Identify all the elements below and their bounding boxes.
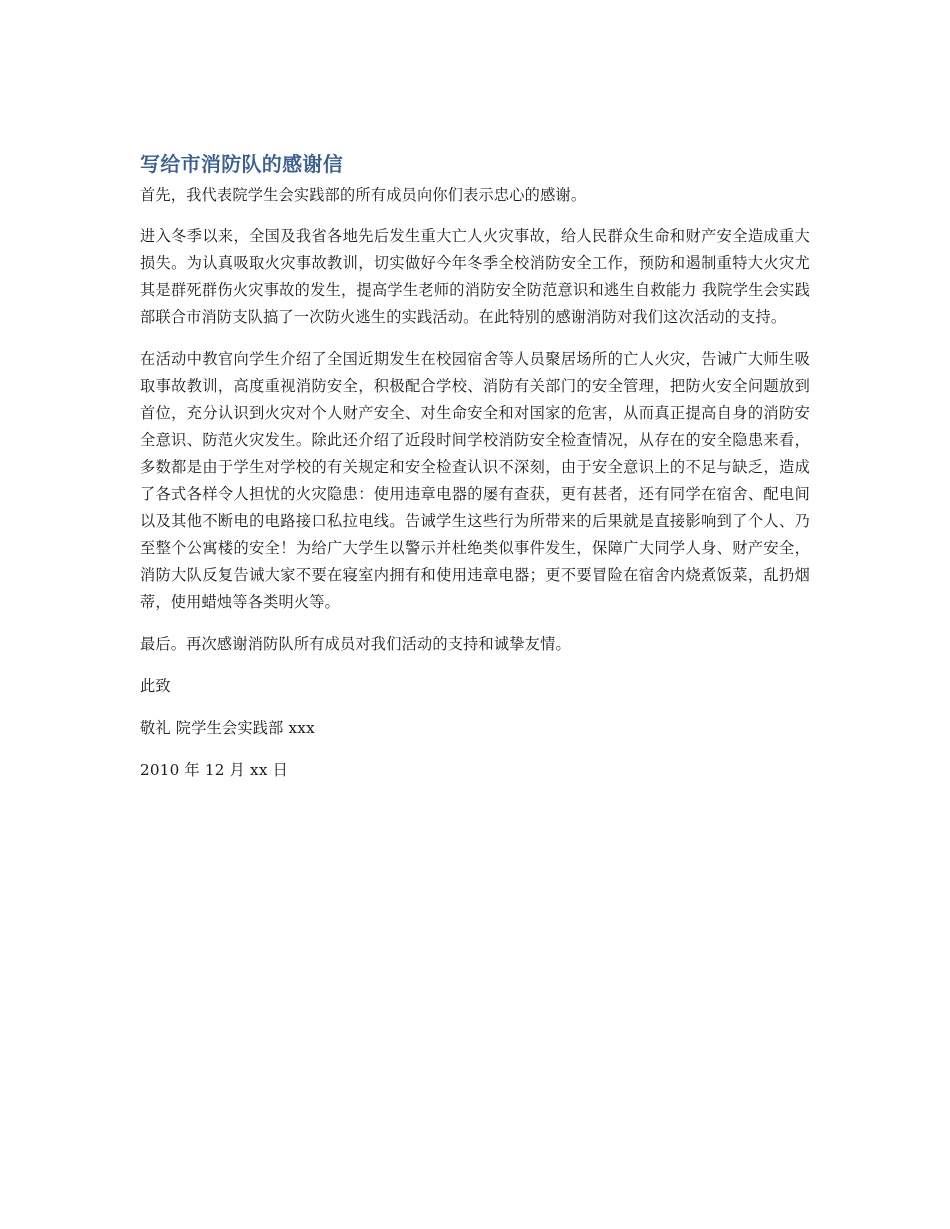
opening-paragraph: 首先，我代表院学生会实践部的所有成员向你们表示忠心的感谢。 [140,186,587,204]
letter-document [140,150,810,799]
letter-title: 写给市消防队的感谢信 [140,152,343,176]
activity-paragraph: 在活动中教官向学生介绍了全国近期发生在校园宿舍等人员聚居场所的亡人火灾，告诫广大师生吸取事故教训，高度重视消防安全，积极配合学校、消防有关部门的安全管理，把防火安全问题放到首位，充分认识到火灾对个人财产安全、对生命安全和对国家的危害，从而真正提高自身的消防安全意识、防范火灾发生。除此还介绍了近段时间学校消防安全检查情况，从存在的安全隐患来看，多数都是由于学生对学校的有关规定和安全检查认识不深刻，由于安全意识上的不足与缺乏，造成了各式各样令人担忧的火灾隐患：使用违章电器的屡有查获，更有甚者，还有同学在宿舍、配电间以及其他不断电的电路接口私拉电线。告诫学生这些行为所带来的后果就是直接影响到了个人、乃至整个公寓楼的安全！为给广大学生以警示并杜绝类似事件发生，保障广大同学人身、财产安全，消防大队反复告诫大家不要在寝室内拥有和使用违章电器；更不要冒险在宿舍内烧煮饭菜，乱扔烟蒂，使用蜡烛等各类明火等。 [140,350,810,611]
closing-thanks-paragraph: 最后。再次感谢消防队所有成员对我们活动的支持和诚挚友情。 [140,635,571,653]
signature-line: 敬礼 院学生会实践部 xxx [140,719,315,737]
date-line: 2010 年 12 月 xx 日 [140,761,289,779]
background-paragraph: 进入冬季以来，全国及我省各地先后发生重大亡人火灾事故，给人民群众生命和财产安全造成重大损失。为认真吸取火灾事故教训，切实做好今年冬季全校消防安全工作，预防和遏制重特大火灾尤其是群死群伤火灾事故的发生，提高学生老师的消防安全防范意识和逃生自救能力 我院学生会实践部联合市消防支队搞了一次防火逃生的实践活动。在此特别的感谢消防对我们这次活动的支持。 [140,227,810,326]
salutation-cizhi: 此致 [140,677,171,695]
